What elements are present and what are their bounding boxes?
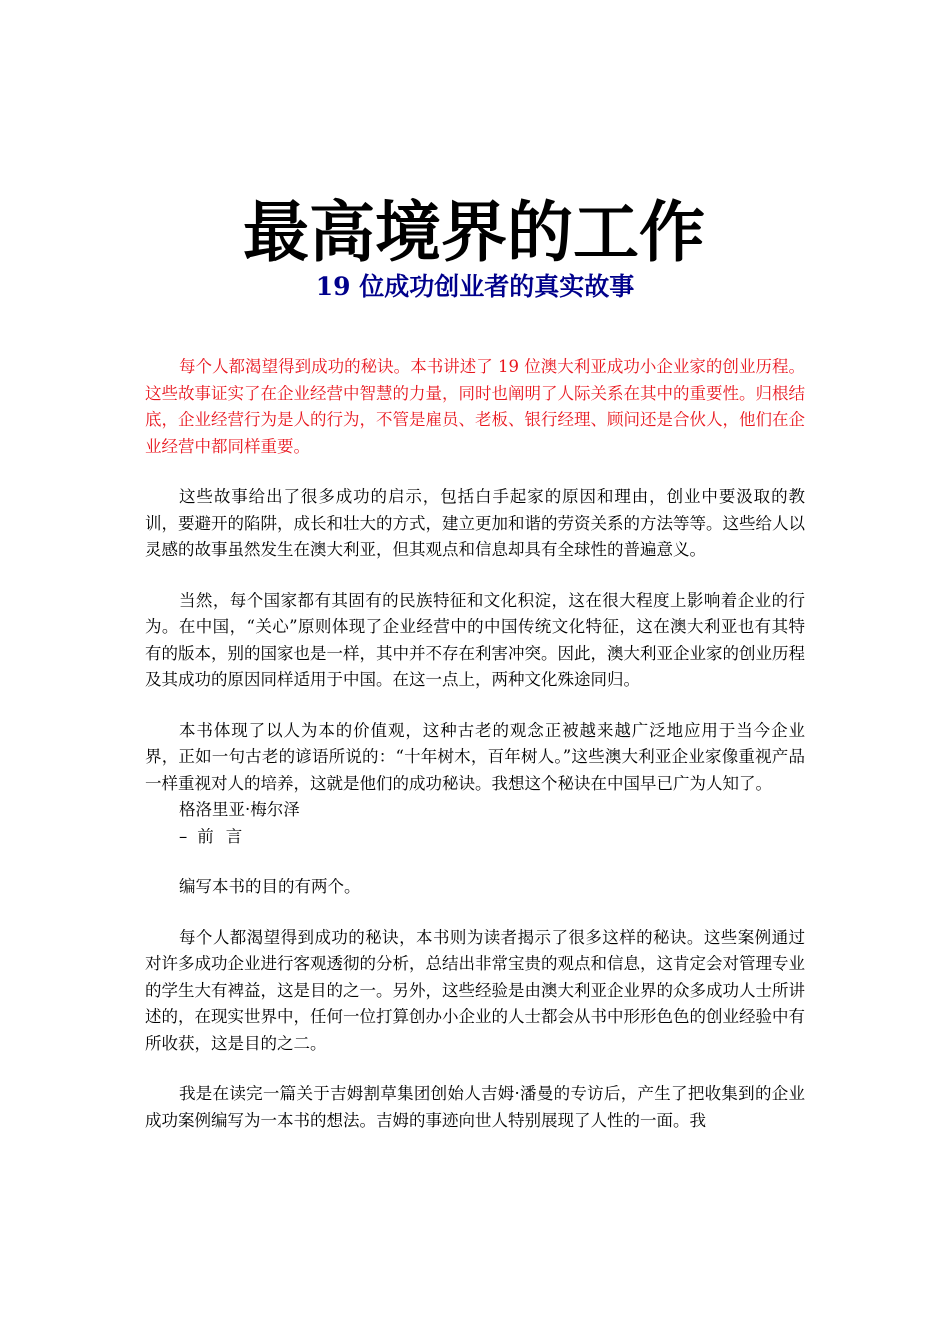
book-subtitle: 19 位成功创业者的真实故事: [315, 272, 635, 301]
preface-heading: [145, 824, 805, 851]
preface-dash: –: [179, 826, 188, 846]
author-signature: 格洛里亚·梅尔泽: [179, 800, 300, 819]
book-title: 最高境界的工作: [243, 194, 705, 271]
preface-paragraph-2: 每个人都渴望得到成功的秘诀，本书则为读者揭示了很多这样的秘诀。这些案例通过对许多成功企业进行客观透彻的分析，总结出非常宝贵的观点和信息，这肯定会对管理专业的学生大有裨益，这是目的之一。另外，这些经验是由澳大利亚企业界的众多成功人士所讲述的，在现实世界中，任何一位打算创办小企业的人士都会从书中形形色色的创业经验中有所收获，这是目的之二。: [145, 927, 805, 1053]
preface-paragraph-3: 我是在读完一篇关于吉姆割草集团创始人吉姆·潘曼的专访后，产生了把收集到的企业成功案例编写为一本书的想法。吉姆的事迹向世人特别展现了人性的一面。我: [145, 1084, 805, 1130]
preface-title: 前言: [197, 826, 255, 846]
intro-paragraph: 每个人都渴望得到成功的秘诀。本书讲述了 19 位澳大利亚成功小企业家的创业历程。这些故事证实了在企业经营中智慧的力量，同时也阐明了人际关系在其中的重要性。归根结底，企业经营行为是人的行为，不管是雇员、老板、银行经理、顾问还是合伙人，他们在企业经营中都同样重要。: [145, 357, 805, 456]
preface-paragraph-1: 编写本书的目的有两个。: [179, 877, 361, 896]
body-paragraph-2: 当然，每个国家都有其固有的民族特征和文化积淀，这在很大程度上影响着企业的行为。在中国，“关心”原则体现了企业经营中的中国传统文化特征，这在澳大利亚也有其特有的版本，别的国家也是一样，其中并不存在利害冲突。因此，澳大利亚企业家的创业历程及其成功的原因同样适用于中国。在这一点上，两种文化殊途同归。: [145, 590, 805, 689]
body-paragraph-3: 本书体现了以人为本的价值观，这种古老的观念正被越来越广泛地应用于当今企业界，正如一句古老的谚语所说的：“十年树木，百年树人。”这些澳大利亚企业家像重视产品一样重视对人的培养，这就是他们的成功秘诀。我想这个秘诀在中国早已广为人知了。: [145, 720, 805, 793]
document-page: [145, 190, 805, 1134]
body-paragraph-1: 这些故事给出了很多成功的启示，包括白手起家的原因和理由，创业中要汲取的教训，要避开的陷阱，成长和壮大的方式，建立更加和谐的劳资关系的方法等等。这些给人以灵感的故事虽然发生在澳大利亚，但其观点和信息却具有全球性的普遍意义。: [145, 487, 805, 559]
